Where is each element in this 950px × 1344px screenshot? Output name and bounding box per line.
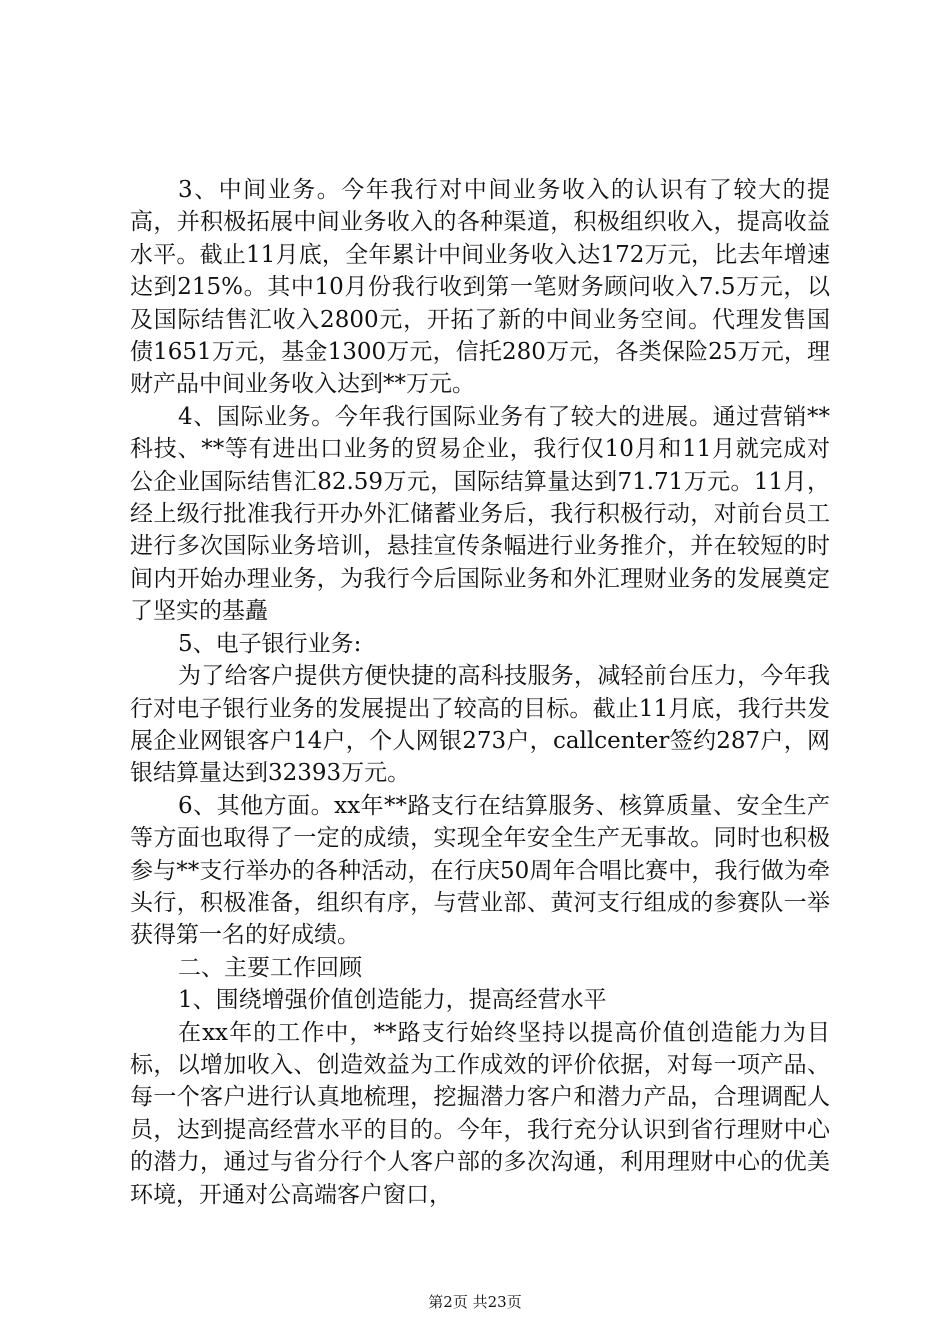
paragraph-value-creation: 在xx年的工作中，**路支行始终坚持以提高价值创造能力为目标，以增加收入、创造效益为工作成效的评价依据，对每一项产品、每一个客户进行认真地梳理，挖掘潜力客户和潜力产品，合理调配人员，达到提高经营水平的目的。今年，我行充分认识到省行理财中心的潜力，通过与省分行个人客户部的多次沟通，利用理财中心的优美环境，开通对公高端客户窗口， — [130, 1019, 830, 1208]
page-number-footer: 第2页 共23页 — [428, 1293, 522, 1311]
heading-main-work-review: 二、主要工作回顾 — [178, 954, 362, 981]
paragraph-intermediate-business: 3、中间业务。今年我行对中间业务收入的认识有了较大的提高，并积极拓展中间业务收入的各种渠道，积极组织收入，提高收益水平。截止11月底，全年累计中间业务收入达172万元，比去年增速达到215%。其中10月份我行收到第一笔财务顾问收入7.5万元，以及国际结售汇收入2800元，开拓了新的中间业务空间。代理发售国债1651万元，基金1300万元，信托280万元，各类保险25万元，理财产品中间业务收入达到**万元。 — [130, 177, 830, 398]
paragraph-international-business: 4、国际业务。今年我行国际业务有了较大的进展。通过营销**科技、**等有进出口业务的贸易企业，我行仅10月和11月就完成对公企业国际结售汇82.59万元，国际结算量达到71.71万元。11月，经上级行批准我行开办外汇储蓄业务后，我行积极行动，对前台员工进行多次国际业务培训，悬挂宣传条幅进行业务推介，并在较短的时间内开始办理业务，为我行今后国际业务和外汇理财业务的发展奠定了坚实的基矗 — [130, 403, 830, 625]
heading-e-banking: 5、电子银行业务: — [178, 630, 362, 657]
heading-value-creation: 1、围绕增强价值创造能力，提高经营水平 — [178, 987, 607, 1014]
paragraph-e-banking: 为了给客户提供方便快捷的高科技服务，减轻前台压力，今年我行对电子银行业务的发展提出了较高的目标。截止11月底，我行共发展企业网银客户14户，个人网银273户，callcenter签约287户，网银结算量达到32393万元。 — [130, 663, 830, 787]
paragraph-other-aspects: 6、其他方面。xx年**路支行在结算服务、核算质量、安全生产等方面也取得了一定的成绩，实现全年安全生产无事故。同时也积极参与**支行举办的各种活动，在行庆50周年合唱比赛中，我行做为牵头行，积极准备，组织有序，与营业部、黄河支行组成的参赛队一举获得第一名的好成绩。 — [130, 792, 830, 949]
document-body — [130, 174, 830, 1211]
